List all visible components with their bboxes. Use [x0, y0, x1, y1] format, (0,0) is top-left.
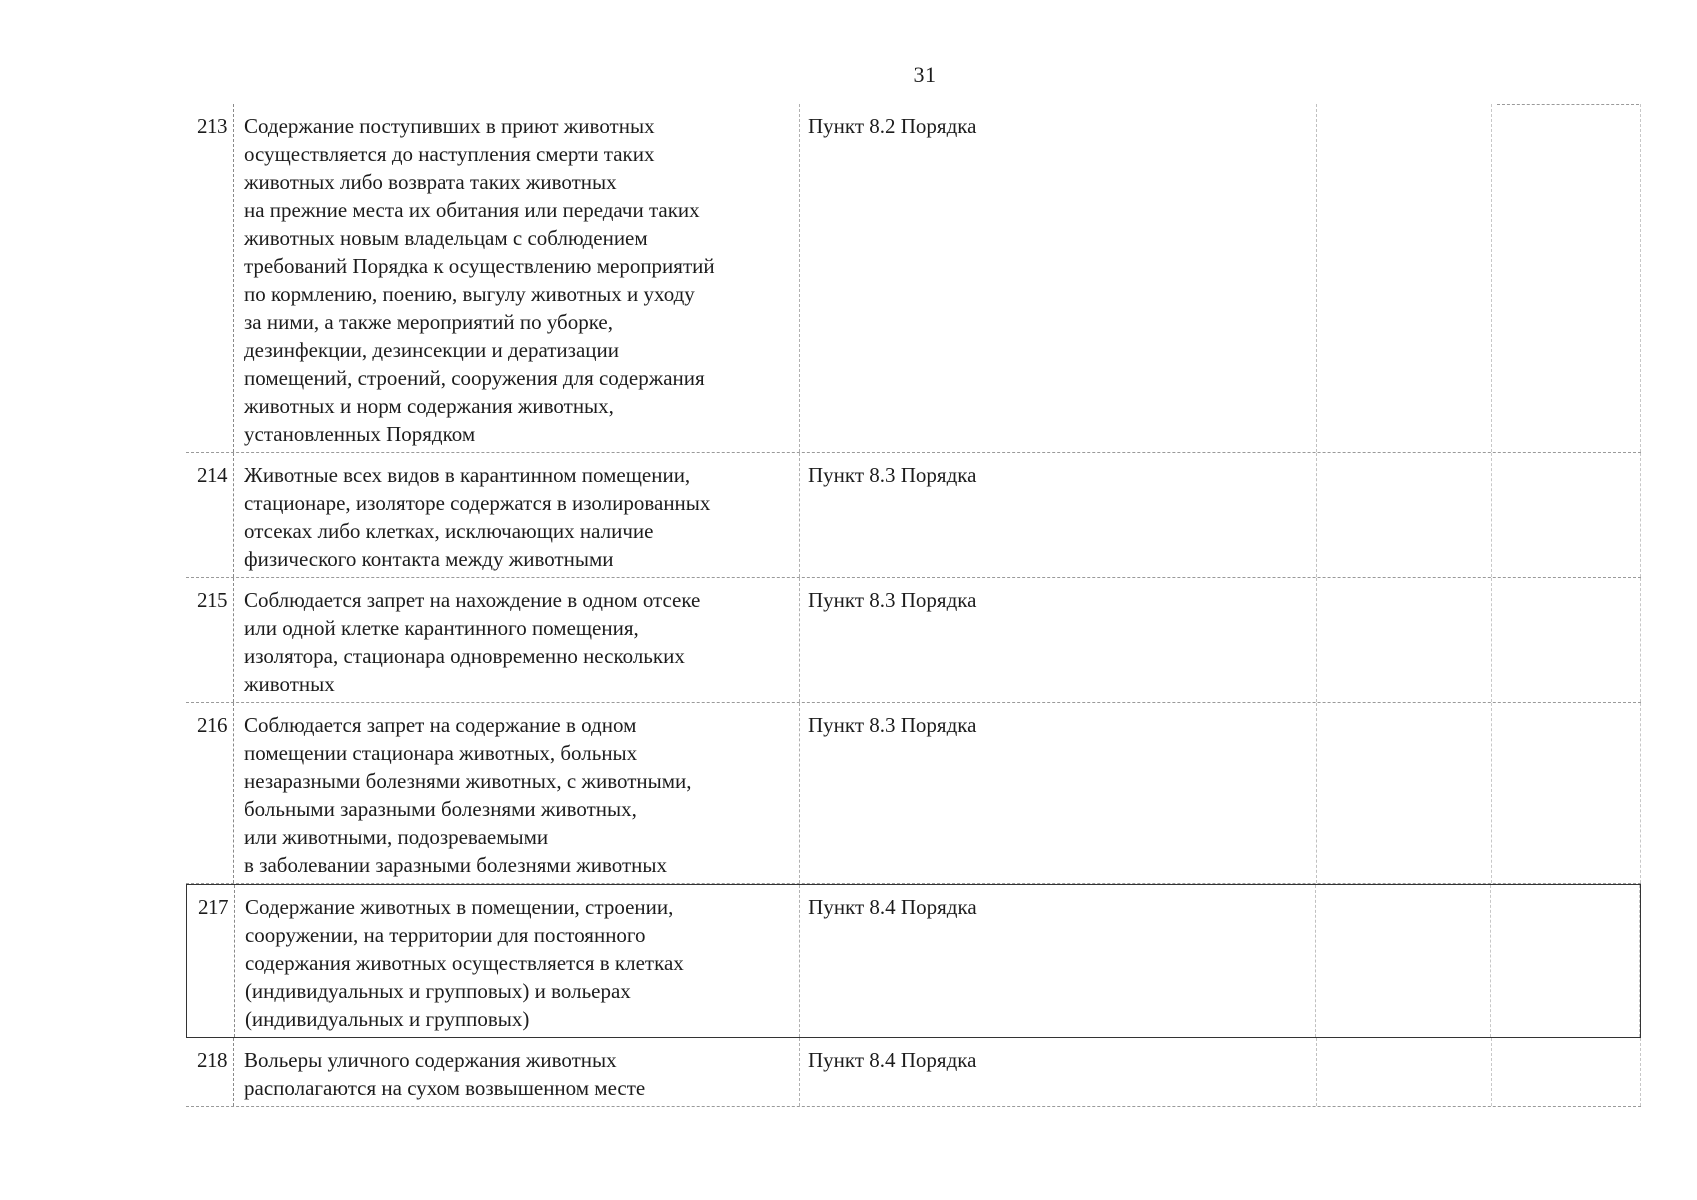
empty-cell [1317, 104, 1492, 452]
table-row-215 [186, 578, 1641, 703]
table-row-216 [186, 703, 1641, 884]
table-row-214 [186, 453, 1641, 578]
requirements-table [186, 104, 1641, 1107]
requirement-text: Животные всех видов в карантинном помещении, стационаре, изоляторе содержатся в изолированных отсеках либо клетках, исключающих наличие физического контакта между животными [234, 453, 800, 577]
row-number: 213 [186, 104, 234, 452]
requirement-text: Соблюдается запрет на нахождение в одном отсеке или одной клетке карантинного помещения, изолятора, стационара одновременно нескольких животных [234, 578, 800, 702]
reference-text: Пункт 8.2 Порядка [800, 104, 1317, 452]
reference-text: Пункт 8.3 Порядка [800, 453, 1317, 577]
table-row-218 [186, 1038, 1641, 1107]
row-number: 214 [186, 453, 234, 577]
empty-cell [1316, 885, 1491, 1037]
reference-text: Пункт 8.3 Порядка [800, 578, 1317, 702]
requirement-text: Содержание поступивших в приют животных осуществляется до наступления смерти таких животных либо возврата таких животных на прежние места их обитания или передачи таких животных новым владельцам с соблюдением требований Порядка к осуществлению мероприятий по кормлению, поению, выгулу животных и уходу за ними, а также мероприятий по уборке, дезинфекции, дезинсекции и дератизации помещений, строений, сооружения для содержания животных и норм содержания животных, установленных Порядком [234, 104, 800, 452]
empty-cell [1317, 703, 1492, 883]
row-number: 217 [187, 885, 235, 1037]
table-row-217 [186, 884, 1641, 1038]
empty-cell [1492, 453, 1641, 577]
requirement-text: Вольеры уличного содержания животных располагаются на сухом возвышенном месте [234, 1038, 800, 1106]
row-number: 218 [186, 1038, 234, 1106]
empty-cell [1317, 578, 1492, 702]
empty-cell [1317, 453, 1492, 577]
reference-text: Пункт 8.4 Порядка [800, 885, 1316, 1037]
empty-cell [1492, 703, 1641, 883]
empty-cell [1317, 1038, 1492, 1106]
empty-cell [1492, 1038, 1641, 1106]
reference-text: Пункт 8.4 Порядка [800, 1038, 1317, 1106]
reference-text: Пункт 8.3 Порядка [800, 703, 1317, 883]
requirement-text: Содержание животных в помещении, строении, сооружении, на территории для постоянного содержания животных осуществляется в клетках (индивидуальных и групповых) и вольерах (индивидуальных и групповых) [235, 885, 800, 1037]
empty-cell [1492, 104, 1641, 452]
row-number: 216 [186, 703, 234, 883]
empty-cell [1492, 578, 1641, 702]
requirement-text: Соблюдается запрет на содержание в одном помещении стационара животных, больных незаразными болезнями животных, с животными, больными заразными болезнями животных, или животными, подозреваемыми в заболевании заразными болезнями животных [234, 703, 800, 883]
page-number: 31 [913, 62, 937, 87]
empty-cell [1491, 885, 1640, 1037]
row-number: 215 [186, 578, 234, 702]
table-row-213 [186, 104, 1641, 453]
